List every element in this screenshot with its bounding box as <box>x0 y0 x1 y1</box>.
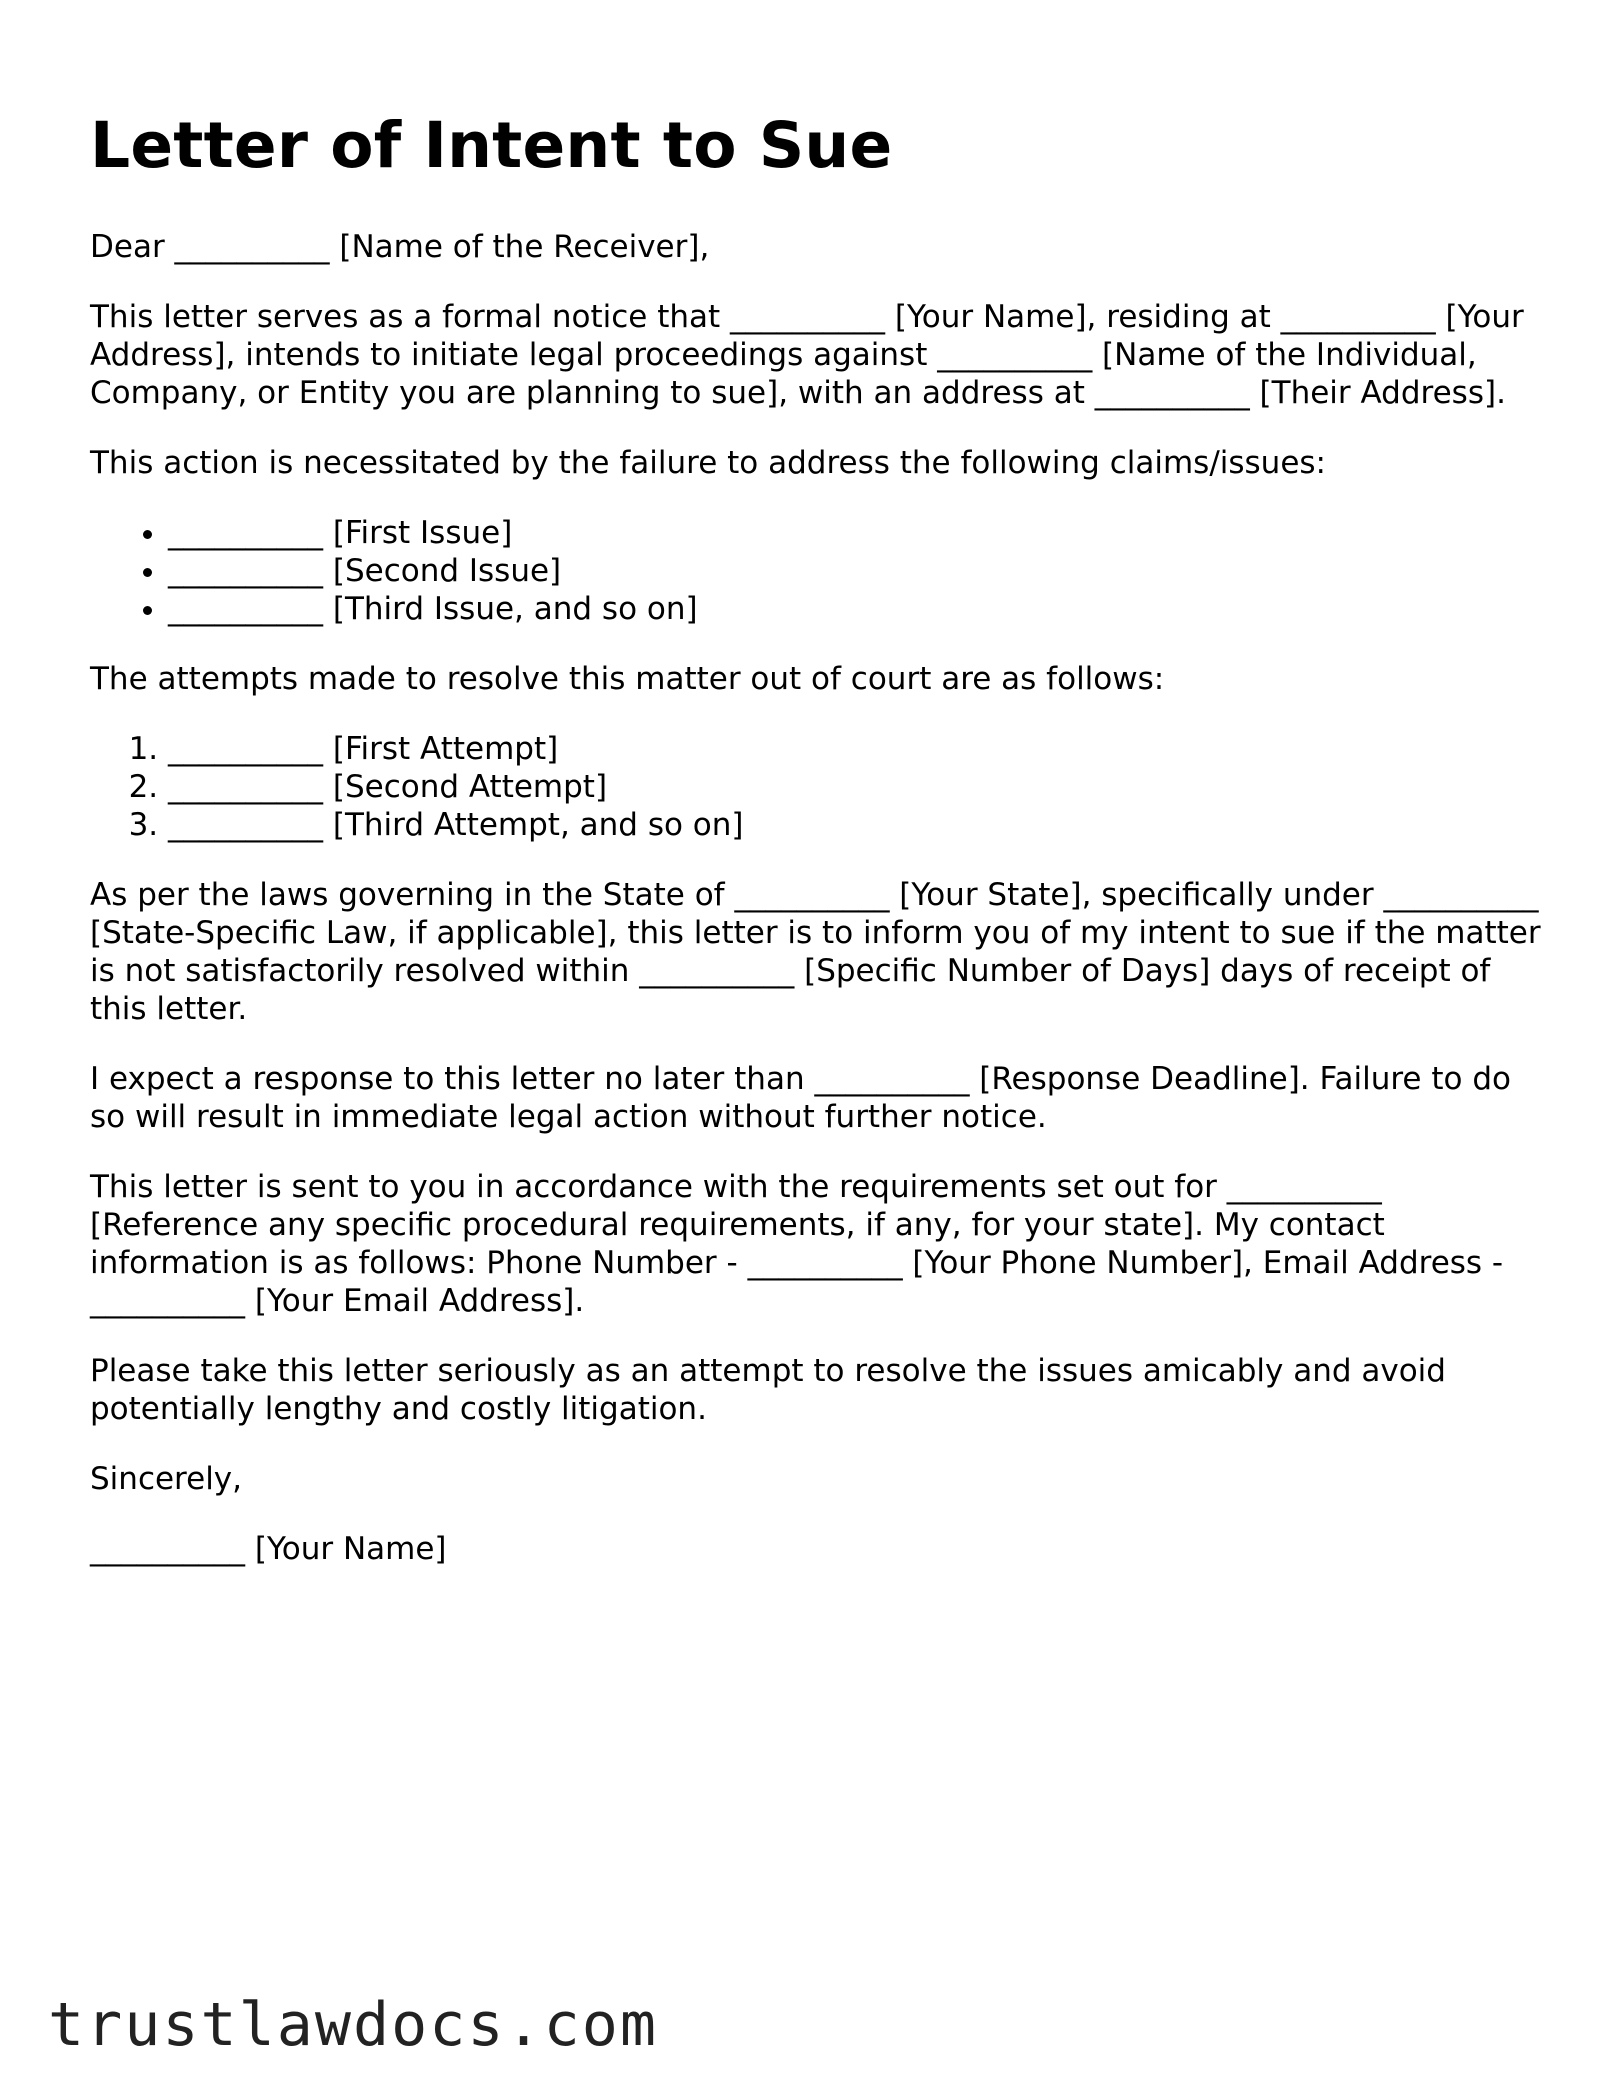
notice-paragraph: This letter serves as a formal notice that __________ [Your Name], residing at __________ [Your Address], intends to initiate legal proceedings against __________ [Name of the Individual, Company, or Entity you are planning to sue], with an address at __________ [Their Address]. <box>90 299 1524 412</box>
site-watermark: trustlawdocs.com <box>48 1990 658 2060</box>
list-item: • __________ [Second Issue] <box>168 552 1550 590</box>
signoff: Sincerely, <box>90 1461 243 1498</box>
law-paragraph: As per the laws governing in the State of __________ [Your State], specifically under __________ [State-Specific Law, if applicable], this letter is to inform you of my intent to sue if the matter is not satisfactorily resolved within __________ [Specific Number of Days] days of receipt of this letter. <box>90 877 1541 1028</box>
list-item: • __________ [Third Issue, and so on] <box>168 590 1550 628</box>
list-item: 2. __________ [Second Attempt] <box>168 768 1550 806</box>
deadline-paragraph: I expect a response to this letter no later than __________ [Response Deadline]. Failure to do so will result in immediate legal action without further notice. <box>90 1061 1511 1136</box>
closing-paragraph: Please take this letter seriously as an attempt to resolve the issues amicably and avoid potentially lengthy and costly litigation. <box>90 1353 1446 1428</box>
list-item: 3. __________ [Third Attempt, and so on] <box>168 806 1550 844</box>
salutation: Dear __________ [Name of the Receiver], <box>90 229 710 266</box>
letter-page <box>90 110 1550 1600</box>
list-item: • __________ [First Issue] <box>168 514 1550 552</box>
attempts-intro-paragraph: The attempts made to resolve this matter out of court are as follows: <box>90 661 1165 698</box>
requirements-paragraph: This letter is sent to you in accordance with the requirements set out for __________ [Reference any specific procedural requirements, if any, for your state]. My contact information is as follows: Phone Number - __________ [Your Phone Number], Email Address - __________ [Your Email Address]. <box>90 1169 1504 1320</box>
claims-intro-paragraph: This action is necessitated by the failure to address the following claims/issues: <box>90 445 1326 482</box>
document-title: Letter of Intent to Sue <box>90 109 893 182</box>
signature-line: __________ [Your Name] <box>90 1531 447 1568</box>
attempts-list <box>90 730 1550 844</box>
list-item: 1. __________ [First Attempt] <box>168 730 1550 768</box>
issues-list <box>90 514 1550 628</box>
